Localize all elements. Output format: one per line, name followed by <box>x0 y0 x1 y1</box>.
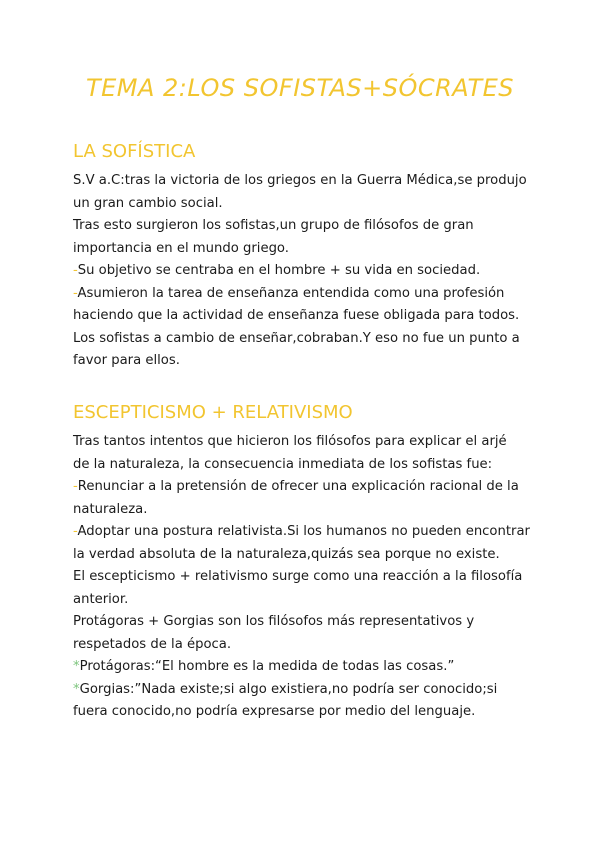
quote-text: Protágoras:“El hombre es la medida de todas las cosas.” <box>79 659 455 674</box>
bullet-text: Asumieron la tarea de enseñanza entendida como una profesión <box>77 285 505 301</box>
section-heading-escepticismo: ESCEPTICISMO + RELATIVISMO <box>73 402 353 423</box>
bullet-line <box>73 260 543 283</box>
paragraph-line: naturaleza. <box>73 501 148 517</box>
bullet-text: Su objetivo se centraba en el hombre + su vida en sociedad. <box>77 263 481 278</box>
paragraph-line: Tras esto surgieron los sofistas,un grupo de filósofos de gran <box>73 218 474 233</box>
paragraph-line: favor para ellos. <box>73 353 180 368</box>
document-title: TEMA 2:LOS SOFISTAS+SÓCRATES <box>85 74 515 102</box>
bullet-line <box>73 521 543 544</box>
dash-marker: - <box>73 285 78 301</box>
section-body-sofistica <box>73 170 543 373</box>
paragraph-line: haciendo que la actividad de enseñanza fuese obligada para todos. <box>73 308 520 323</box>
dash-marker: - <box>73 479 78 494</box>
paragraph-line: anterior. <box>73 591 129 607</box>
bullet-line <box>73 283 543 306</box>
paragraph-line: un gran cambio social. <box>73 195 223 211</box>
bullet-line <box>73 476 543 499</box>
paragraph-line: respetados de la época. <box>73 636 232 652</box>
paragraph-line: Protágoras + Gorgias son los filósofos más representativos y <box>73 614 475 629</box>
star-marker: * <box>73 659 80 674</box>
bullet-text: Adoptar una postura relativista.Si los humanos no pueden encontrar <box>77 524 530 539</box>
paragraph-line: fuera conocido,no podría expresarse por medio del lenguaje. <box>73 704 476 719</box>
section-heading-sofistica: LA SOFÍSTICA <box>73 141 196 162</box>
paragraph-line: S.V a.C:tras la victoria de los griegos en la Guerra Médica,se produjo <box>73 173 527 188</box>
paragraph-line: la verdad absoluta de la naturaleza,quizás sea porque no existe. <box>73 546 500 562</box>
star-marker: * <box>73 681 80 697</box>
paragraph-line: importancia en el mundo griego. <box>73 240 289 256</box>
quote-text: Gorgias:”Nada existe;si algo existiera,no podría ser conocido;si <box>79 681 498 697</box>
quote-line <box>73 656 543 679</box>
paragraph-line: Tras tantos intentos que hicieron los filósofos para explicar el arjé <box>73 434 507 449</box>
paragraph-line: El escepticismo + relativismo surge como una reacción a la filosofía <box>73 569 523 584</box>
dash-marker: - <box>73 263 78 278</box>
bullet-text: Renunciar a la pretensión de ofrecer una explicación racional de la <box>77 479 519 494</box>
paragraph-line: de la naturaleza, la consecuencia inmediata de los sofistas fue: <box>73 456 493 472</box>
quote-line <box>73 679 543 702</box>
dash-marker: - <box>73 524 78 539</box>
section-body-escepticismo <box>73 431 543 724</box>
paragraph-line: Los sofistas a cambio de enseñar,cobraban.Y eso no fue un punto a <box>73 330 520 346</box>
